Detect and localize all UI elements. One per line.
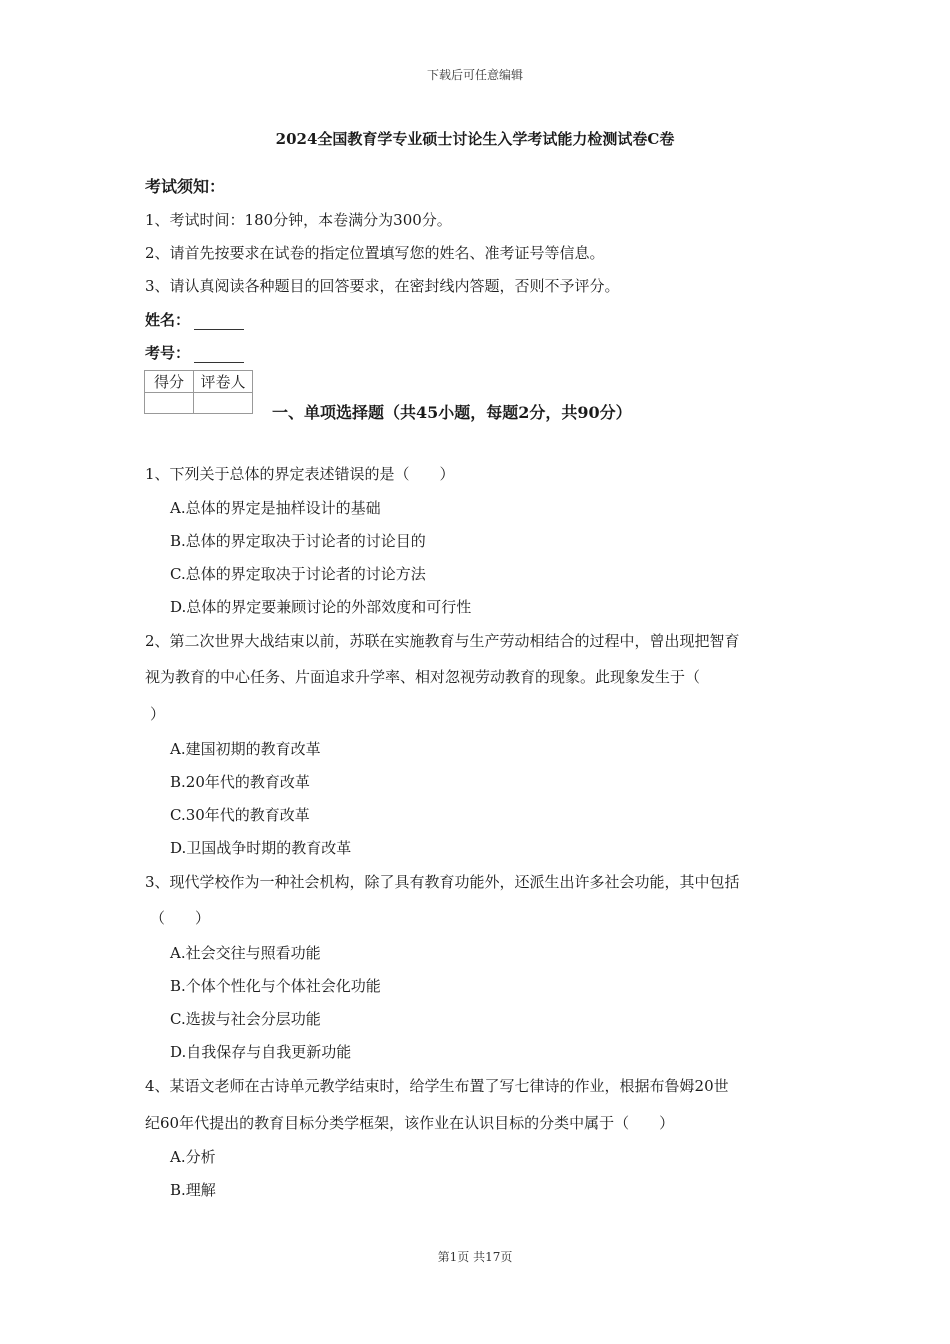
option: B.20年代的教育改革 bbox=[170, 773, 310, 791]
question-2-stem: 视为教育的中心任务、片面追求升学率、相对忽视劳动教育的现象。此现象发生于（ bbox=[145, 668, 701, 686]
document-title: 2024全国教育学专业硕士讨论生入学考试能力检测试卷C卷 bbox=[275, 130, 675, 148]
section-heading: 一、单项选择题（共45小题，每题2分，共90分） bbox=[272, 403, 632, 422]
option: C.选拔与社会分层功能 bbox=[170, 1010, 321, 1028]
name-field bbox=[145, 309, 244, 330]
notice-item: 3、请认真阅读各种题目的回答要求，在密封线内答题，否则不予评分。 bbox=[145, 277, 620, 295]
notice-item: 1、考试时间：180分钟，本卷满分为300分。 bbox=[145, 211, 452, 229]
question-3-stem: 3、现代学校作为一种社会机构，除了具有教育功能外，还派生出许多社会功能，其中包括 bbox=[145, 873, 740, 891]
page-footer: 第1页 共17页 bbox=[437, 1250, 513, 1264]
name-label: 姓名： bbox=[145, 311, 191, 329]
option: A.社会交往与照看功能 bbox=[170, 944, 321, 962]
option: A.分析 bbox=[170, 1148, 216, 1166]
grader-cell bbox=[194, 393, 253, 414]
option: C.总体的界定取决于讨论者的讨论方法 bbox=[170, 565, 426, 583]
option: B.理解 bbox=[170, 1181, 216, 1199]
option: B.总体的界定取决于讨论者的讨论目的 bbox=[170, 532, 426, 550]
score-cell bbox=[145, 393, 194, 414]
question-3-stem: （ ） bbox=[150, 909, 211, 927]
question-1-stem: 1、下列关于总体的界定表述错误的是（ ） bbox=[145, 465, 455, 483]
header-note: 下载后可任意编辑 bbox=[426, 68, 523, 82]
notice-heading: 考试须知： bbox=[145, 177, 226, 196]
question-4-stem: 4、某语文老师在古诗单元教学结束时，给学生布置了写七律诗的作业，根据布鲁姆20世 bbox=[145, 1077, 729, 1095]
option: C.30年代的教育改革 bbox=[170, 806, 310, 824]
option: D.总体的界定要兼顾讨论的外部效度和可行性 bbox=[170, 598, 472, 616]
name-blank bbox=[194, 315, 244, 330]
option: D.卫国战争时期的教育改革 bbox=[170, 839, 352, 857]
question-4-stem: 纪60年代提出的教育目标分类学框架，该作业在认识目标的分类中属于（ ） bbox=[145, 1114, 675, 1132]
option: B.个体个性化与个体社会化功能 bbox=[170, 977, 381, 995]
question-2-stem: ） bbox=[150, 705, 166, 723]
id-blank bbox=[194, 348, 244, 363]
grader-header: 评卷人 bbox=[194, 371, 253, 393]
option: A.建国初期的教育改革 bbox=[170, 740, 321, 758]
question-2-stem: 2、第二次世界大战结束以前，苏联在实施教育与生产劳动相结合的过程中，曾出现把智育 bbox=[145, 632, 740, 650]
option: D.自我保存与自我更新功能 bbox=[170, 1043, 352, 1061]
option: A.总体的界定是抽样设计的基础 bbox=[170, 499, 381, 517]
score-header: 得分 bbox=[145, 371, 194, 393]
score-table bbox=[144, 370, 253, 414]
id-field bbox=[145, 342, 244, 363]
id-label: 考号： bbox=[145, 344, 191, 362]
notice-item: 2、请首先按要求在试卷的指定位置填写您的姓名、准考证号等信息。 bbox=[145, 244, 605, 262]
